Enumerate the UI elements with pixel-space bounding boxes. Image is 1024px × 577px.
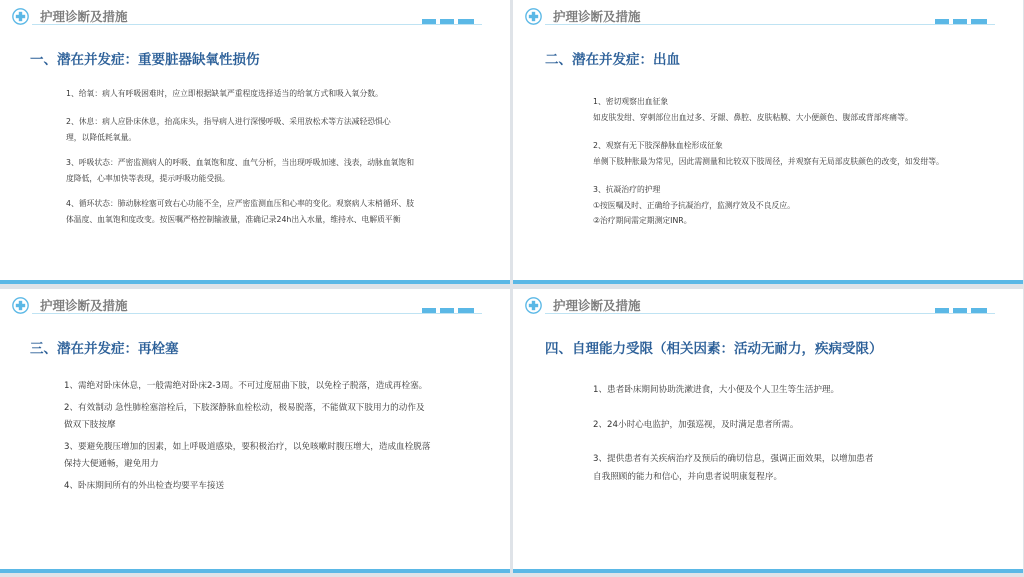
section-body: [593, 382, 999, 488]
medical-cross-icon: [525, 297, 542, 314]
section-body: [66, 86, 486, 233]
header-title: 护理诊断及措施: [40, 9, 128, 24]
header-decor-blocks: [935, 19, 987, 24]
slide-bottom-bar: [513, 569, 1023, 573]
medical-cross-icon: [525, 8, 542, 25]
slide-bottom-bar: [513, 280, 1023, 284]
slide-4[interactable]: [513, 289, 1023, 573]
list-item: 3、呼吸状态：严密监测病人的呼吸、血氧饱和度、血气分析，当出现呼吸加速、浅表，动脉血氧饱和 度降低，心率加快等表现，提示呼吸功能受损。: [66, 158, 415, 183]
list-item: 1、需绝对卧床休息，一般需绝对卧床2-3周。不可过度屈曲下肢，以免栓子脱落，造成再栓塞。: [64, 381, 428, 391]
list-item: 3、提供患者有关疾病治疗及预后的确切信息，强调正面效果，以增加患者 自我照顾的能力和信心，并向患者说明康复程序。: [593, 454, 874, 482]
section-body: [593, 94, 999, 241]
slide-bottom-bar: [0, 280, 510, 284]
list-item: 1、患者卧床期间协助洗漱进食，大小便及个人卫生等生活护理。: [593, 385, 840, 395]
medical-cross-icon: [12, 8, 29, 25]
list-item: 2、有效制动 急性肺栓塞溶栓后，下肢深静脉血栓松动，极易脱落，不能做双下肢用力的动作及 做双下肢按摩: [64, 402, 425, 430]
slide-1[interactable]: [0, 0, 510, 284]
header-title: 护理诊断及措施: [40, 298, 128, 313]
section-title: 四、自理能力受限（相关因素：活动无耐力，疾病受限）: [545, 341, 883, 357]
list-item: 4、循环状态：肺动脉栓塞可致右心功能不全，应严密监测血压和心率的变化。观察病人末梢循环、肢 体温度、血氧饱和度改变。按医嘱严格控制输液量，准确记录24h出入水量，维持水、电解质平衡: [66, 199, 415, 224]
header-divider: [545, 313, 995, 314]
list-item: 1、密切观察出血征象 如皮肤发绀、穿刺部位出血过多、牙龈、鼻腔、皮肤粘膜、大小便颜色、腹部或背部疼痛等。: [593, 97, 913, 122]
header-title: 护理诊断及措施: [553, 298, 641, 313]
slide-bottom-bar: [0, 569, 510, 573]
section-body: [64, 378, 486, 497]
list-item: 1、给氧：病人有呼吸困难时，应立即根据缺氧严重程度选择适当的给氧方式和吸入氧分数。: [66, 89, 383, 98]
section-title: 二、潜在并发症：出血: [545, 52, 680, 68]
header-decor-blocks: [422, 19, 474, 24]
list-item: 4、卧床期间所有的外出检查均要平车接送: [64, 480, 225, 491]
slide-2[interactable]: [513, 0, 1023, 284]
header-divider: [32, 313, 482, 314]
header-divider: [32, 24, 482, 25]
list-item: 3、抗凝治疗的护理 ①按医嘱及时、正确给予抗凝治疗，监测疗效及不良反应。 ②治疗期间需定期测定INR。: [593, 185, 795, 225]
header-divider: [545, 24, 995, 25]
list-item: 2、观察有无下肢深静脉血栓形成征象 单侧下肢肿胀最为常见，因此需测量和比较双下肢周径，并观察有无局部皮肤颜色的改变，如发绀等。: [593, 141, 944, 166]
slide-3[interactable]: [0, 289, 510, 573]
list-item: 2、休息：病人应卧床休息，抬高床头，指导病人进行深慢呼吸、采用放松术等方法减轻恐惧心 理，以降低耗氧量。: [66, 117, 391, 142]
section-title: 三、潜在并发症：再栓塞: [30, 341, 179, 357]
medical-cross-icon: [12, 297, 29, 314]
header-decor-blocks: [935, 308, 987, 313]
header-decor-blocks: [422, 308, 474, 313]
section-title: 一、潜在并发症：重要脏器缺氧性损伤: [30, 52, 260, 68]
header-title: 护理诊断及措施: [553, 9, 641, 24]
list-item: 2、24小时心电监护，加强巡视，及时满足患者所需。: [593, 419, 799, 430]
list-item: 3、要避免腹压增加的因素，如上呼吸道感染，要积极治疗，以免咳嗽时腹压增大，造成血栓脱落 保持大便通畅，避免用力: [64, 441, 431, 469]
